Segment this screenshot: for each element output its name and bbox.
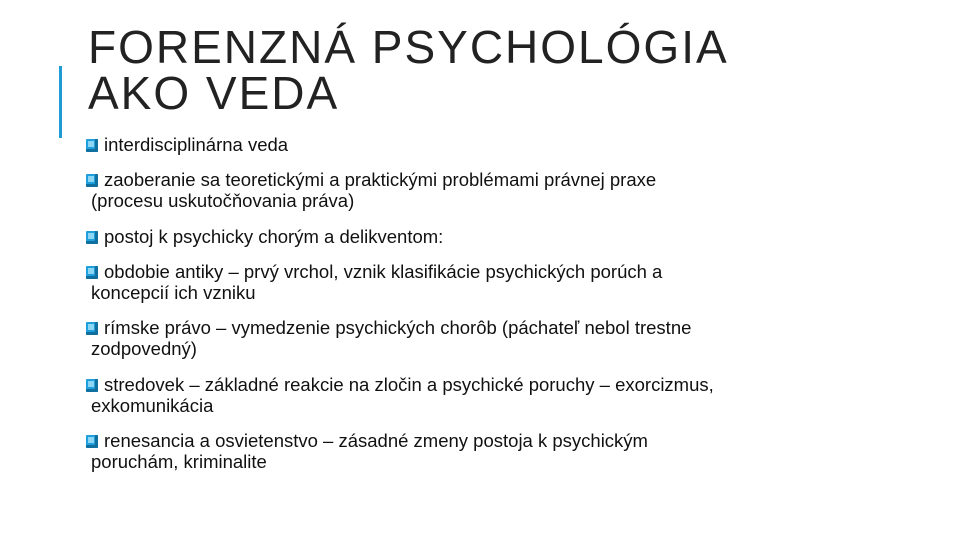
list-item [86,374,866,416]
checkbox-bullet-icon [86,379,98,392]
title-accent-bar [59,66,62,138]
list-item-text-continued: zodpovedný) [91,338,197,359]
list-item-text: renesancia a osvietenstvo – zásadné zmeny postoja k psychickým [104,430,648,451]
list-item [86,261,866,303]
list-item [86,226,866,247]
list-item [86,317,866,359]
list-item-text: postoj k psychicky chorým a delikventom: [104,226,444,247]
slide-title-line-2: AKO VEDA [88,67,340,119]
list-item-text: obdobie antiky – prvý vrchol, vznik klasifikácie psychických porúch a [104,261,663,282]
list-item-text: interdisciplinárna veda [104,134,289,155]
list-item [86,169,866,211]
list-item-text-continued: koncepcií ich vzniku [91,282,256,303]
checkbox-bullet-icon [86,322,98,335]
list-item-text-continued: exkomunikácia [91,395,214,416]
list-item-text-continued: (procesu uskutočňovania práva) [91,190,355,211]
slide-title [88,21,908,119]
checkbox-bullet-icon [86,266,98,279]
list-item [86,430,866,472]
list-item-text: rímske právo – vymedzenie psychických chorôb (páchateľ nebol trestne [104,317,692,338]
slide-title-line-1: FORENZNÁ PSYCHOLÓGIA [88,21,729,73]
checkbox-bullet-icon [86,231,98,244]
list-item-text: zaoberanie sa teoretickými a praktickými problémami právnej praxe [104,169,657,190]
list-item [86,134,866,155]
checkbox-bullet-icon [86,174,98,187]
checkbox-bullet-icon [86,435,98,448]
list-item-text: stredovek – základné reakcie na zločin a psychické poruchy – exorcizmus, [104,374,714,395]
list-item-text-continued: poruchám, kriminalite [91,451,267,472]
checkbox-bullet-icon [86,139,98,152]
